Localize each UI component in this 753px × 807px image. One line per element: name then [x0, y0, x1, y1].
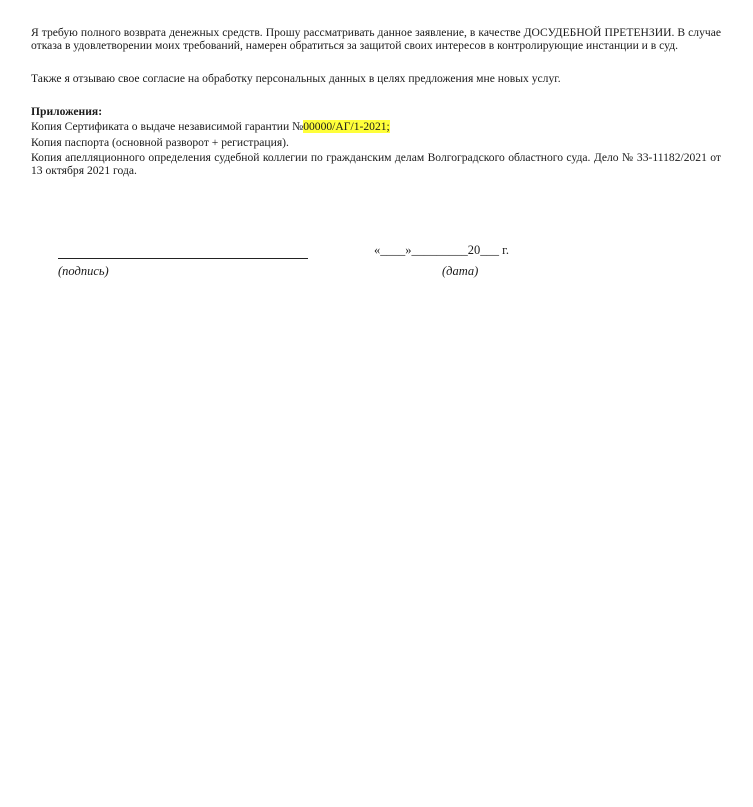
certificate-number-highlight: 00000/АГ/1-2021;: [303, 120, 390, 133]
attachment-item-court-ruling: Копия апелляционного определения судебной коллегии по гражданским делам Волгоградского областного суда. Дело № 33-11182/2021 от 13 октября 2021 года.: [31, 151, 721, 177]
date-label: (дата): [442, 264, 479, 278]
date-line: «____»_________20___ г.: [374, 243, 509, 257]
claim-paragraph: Я требую полного возврата денежных средств. Прошу рассматривать данное заявление, в качестве ДОСУДЕБНОЙ ПРЕТЕНЗИИ. В случае отказа в удовлетворении моих требований, намерен обратиться за защитой своих интересов в контролирующие инстанции и в суд.: [31, 26, 721, 52]
attachment-item-certificate: [31, 120, 721, 133]
signature-label: (подпись): [58, 264, 109, 278]
consent-withdrawal-paragraph: Также я отзываю свое согласие на обработку персональных данных в целях предложения мне новых услуг.: [31, 72, 561, 85]
attachments-heading: Приложения:: [31, 105, 103, 118]
attachment-item-passport: Копия паспорта (основной разворот + регистрация).: [31, 136, 289, 149]
attachment-item-certificate-text: Копия Сертификата о выдаче независимой гарантии №: [31, 120, 304, 133]
signature-line: [58, 258, 308, 259]
